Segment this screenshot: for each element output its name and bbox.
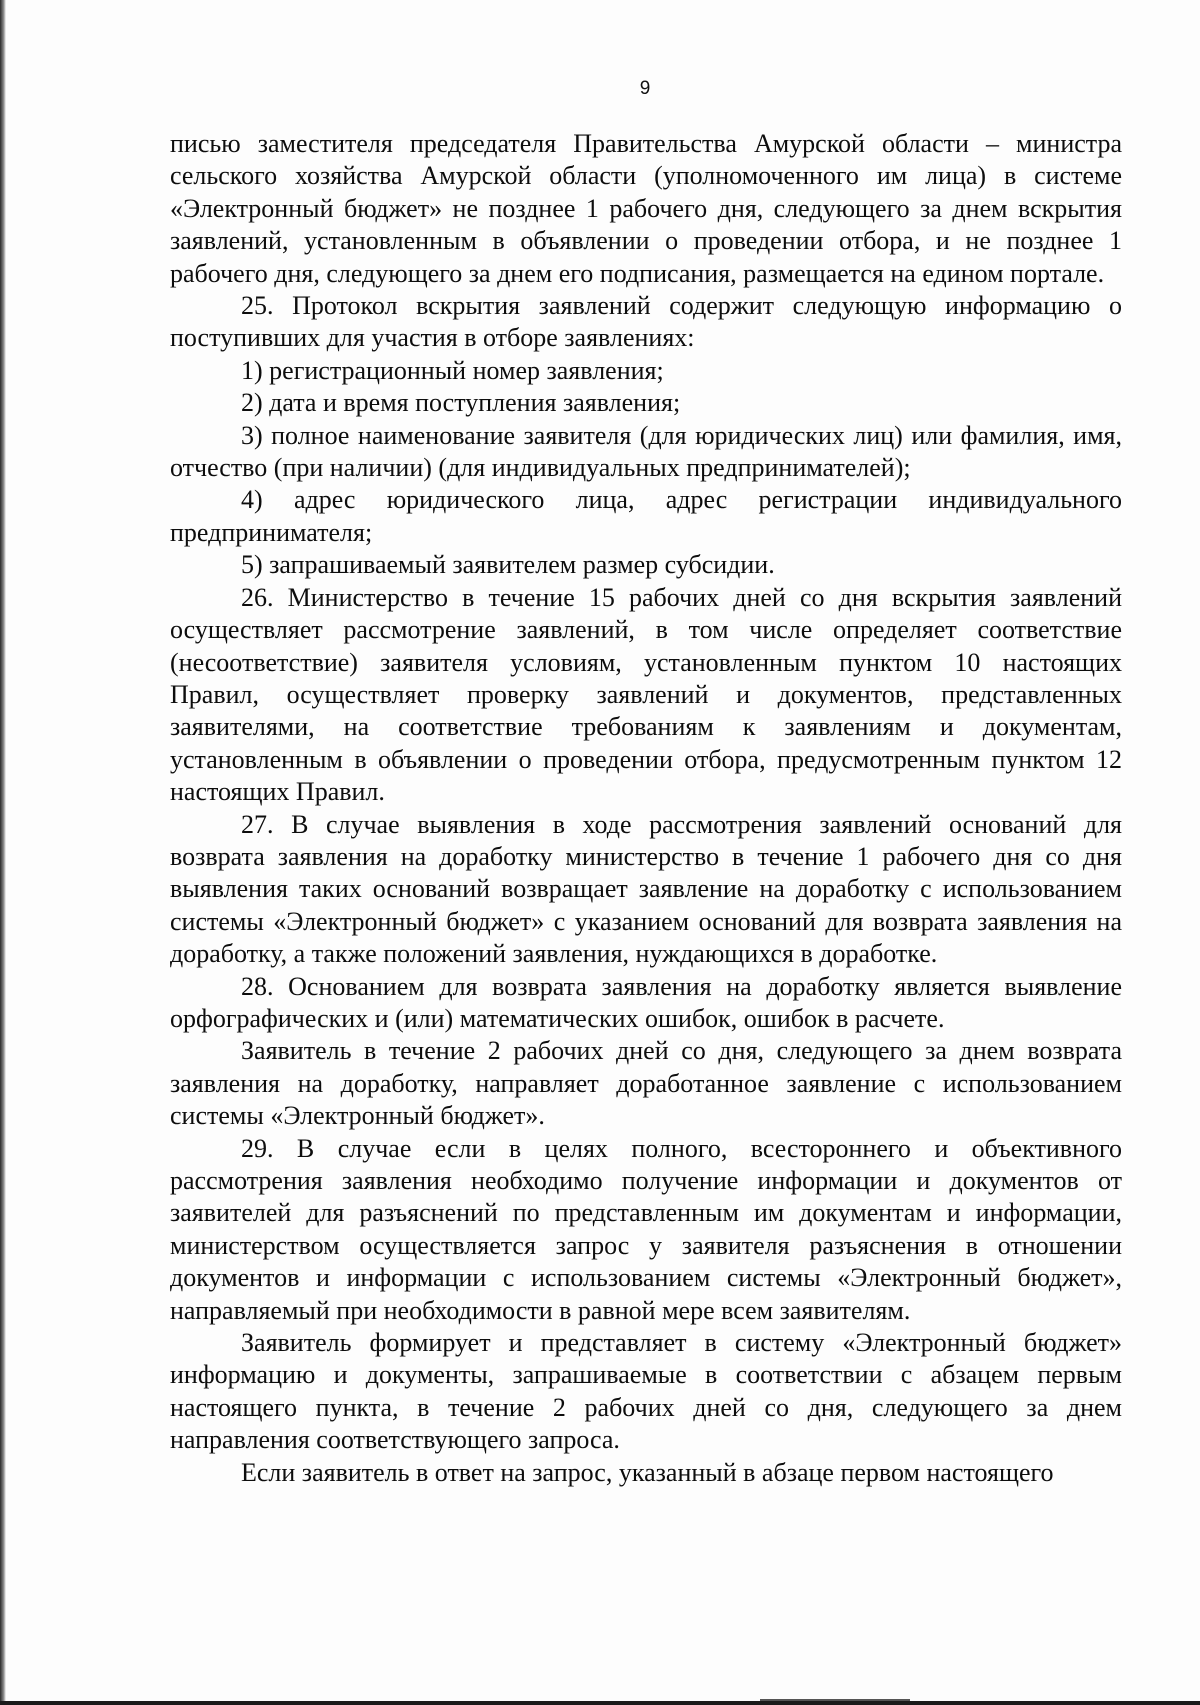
list-item-5: 5) запрашиваемый заявителем размер субсидии. [241,550,775,580]
list-item-2: 2) дата и время поступления заявления; [241,388,681,418]
list-item-4: 4) адрес юридического лица, адрес регистрации индивидуального предпринимателя; [170,485,1122,547]
paragraph-item-28: 28. Основанием для возврата заявления на доработку является выявление орфографических и (или) математических ошибок, ошибок в расчете. [170,971,1122,1033]
scan-left-edge [0,0,6,1705]
paragraph-continuation: писью заместителя председателя Правительства Амурской области – министра сельского хозяйства Амурской области (уполномоченного им лица) в системе «Электронный бюджет» не позднее 1 рабочего дня, следующего за днем вскрытия заявлений, установленным в объявлении о проведении отбора, и не позднее 1 рабочего дня, следующего за днем его подписания, размещается на едином портале. [170,129,1122,288]
paragraph-item-29: 29. В случае если в целях полного, всестороннего и объективного рассмотрения заявления необходимо получение информации и документов от заявителей для разъяснений по представленным им документам и информации, министерством осуществляется запрос у заявителя разъяснения в отношении документов и информации с использованием системы «Электронный бюджет», направляемый при необходимости в равной мере всем заявителям. [170,1133,1122,1325]
paragraph-item-29-part-2: Заявитель формирует и представляет в систему «Электронный бюджет» информацию и документы, запрашиваемые в соответствии с абзацем первым настоящего пункта, в течение 2 рабочих дней со дня, следующего за днем направления соответствующего запроса. [170,1328,1122,1455]
scan-bottom-edge [0,1701,1200,1705]
page-number: 9 [639,78,651,99]
list-item-3: 3) полное наименование заявителя (для юридических лиц) или фамилия, имя, отчество (при наличии) (для индивидуальных предпринимателей); [170,420,1122,483]
paragraph-item-27: 27. В случае выявления в ходе рассмотрения заявлений оснований для возврата заявления на доработку министерство в течение 1 рабочего дня со дня выявления таких оснований возвращает заявление на доработку с использованием системы «Электронный бюджет» с указанием оснований для возврата заявления на доработку, а также положений заявления, нуждающихся в доработке. [170,809,1122,969]
paragraph-item-25: 25. Протокол вскрытия заявлений содержит следующую информацию о поступивших для участия в отборе заявлениях: [170,291,1122,353]
paragraph-item-26: 26. Министерство в течение 15 рабочих дней со дня вскрытия заявлений осуществляет рассмотрение заявлений, в том числе определяет соответствие (несоответствие) заявителя условиям, установленным пунктом 10 настоящих Правил, осуществляет проверку заявлений и документов, представленных заявителями, на соответствие требованиям к заявлениям и документам, установленным в объявлении о проведении отбора, предусмотренным пунктом 12 настоящих Правил. [170,582,1122,807]
list-item-1: 1) регистрационный номер заявления; [241,355,664,385]
paragraph-item-28-part-2: Заявитель в течение 2 рабочих дней со дня, следующего за днем возврата заявления на доработку, направляет доработанное заявление с использованием системы «Электронный бюджет». [170,1036,1122,1131]
scan-bottom-mark [760,1699,910,1701]
paragraph-item-29-part-3: Если заявитель в ответ на запрос, указанный в абзаце первом настоящего [241,1457,1054,1487]
document-body [170,128,1122,1489]
